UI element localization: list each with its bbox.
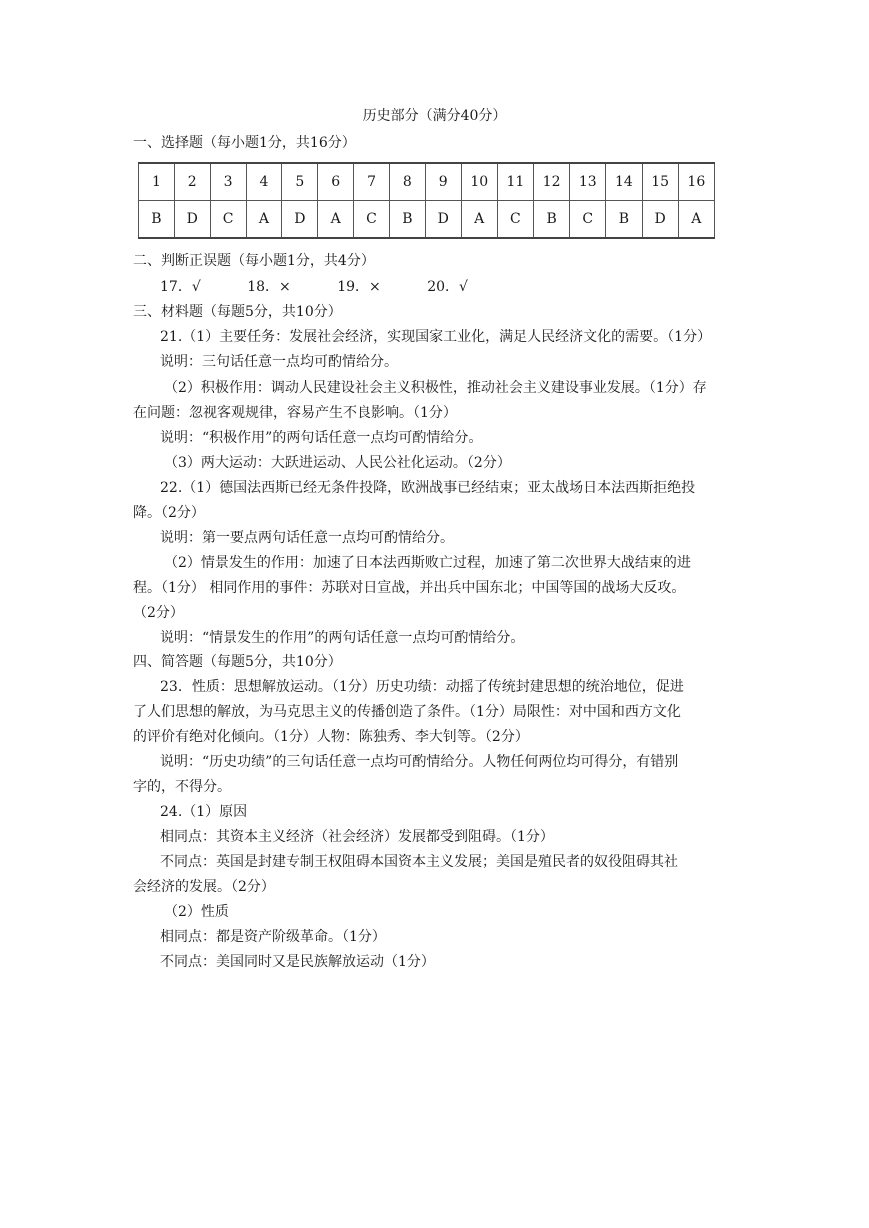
answer-cell: A (461, 201, 497, 239)
q23-line1: 23．性质：思想解放运动。（1分）历史功绩：动摇了传统封建思想的统治地位，促进 (160, 679, 684, 695)
q24-heading2: （2）性质 (164, 904, 229, 920)
q24-heading1: 24.（1）原因 (160, 804, 248, 820)
judge-answers (160, 277, 510, 297)
q24-diff2: 不同点：美国同时又是民族解放运动（1分） (160, 954, 435, 970)
answer-cell: D (642, 201, 678, 239)
question-number-cell: 14 (606, 163, 642, 201)
question-number-cell: 6 (318, 163, 354, 201)
answer-cell: A (678, 201, 714, 239)
q22-part1-line1: 22.（1）德国法西斯已经无条件投降，欧洲战事已经结束；亚太战场日本法西斯拒绝投 (160, 480, 696, 496)
q23-line2: 了人们思想的解放，为马克思主义的传播创造了条件。（1分）局限性：对中国和西方文化 (133, 704, 681, 720)
question-number-cell: 8 (389, 163, 425, 201)
answer-cell: A (246, 201, 282, 239)
question-number-cell: 7 (354, 163, 390, 201)
q21-part1: 21.（1）主要任务：发展社会经济，实现国家工业化，满足人民经济文化的需要。（1分） (160, 329, 712, 345)
q22-part2-line3: （2分） (133, 605, 184, 621)
answer-cell: D (174, 201, 210, 239)
answer-cell: B (534, 201, 570, 239)
question-number-cell: 1 (139, 163, 175, 201)
answer-cell: A (318, 201, 354, 239)
answer-cell: B (139, 201, 175, 239)
q23-note-line1: 说明：“历史功绩”的三句话任意一点均可酌情给分。人物任何两位均可得分，有错别 (160, 754, 679, 770)
judge-answer-20: 20．√ (427, 279, 468, 295)
question-number-cell: 11 (497, 163, 533, 201)
q22-part2-line2: 程。（1分） 相同作用的事件：苏联对日宣战，并出兵中国东北；中国等国的战场大反攻。 (133, 580, 686, 596)
question-number-row (139, 163, 715, 201)
answer-cell: D (282, 201, 318, 239)
q21-note1: 说明：三句话任意一点均可酌情给分。 (160, 354, 398, 370)
question-number-cell: 10 (461, 163, 497, 201)
q21-part2-line2: 在问题：忽视客观规律，容易产生不良影响。（1分） (133, 405, 457, 421)
question-number-cell: 3 (210, 163, 246, 201)
judge-answer-18: 18．× (247, 279, 291, 295)
judge-answer-17: 17．√ (160, 279, 201, 295)
q23-line3: 的评价有绝对化倾向。（1分）人物：陈独秀、李大钊等。（2分） (133, 729, 529, 745)
answer-cell: D (425, 201, 461, 239)
section-short-answer-heading: 四、简答题（每题5分，共10分） (133, 654, 342, 670)
answer-cell: C (354, 201, 390, 239)
q22-note1: 说明：第一要点两句话任意一点均可酌情给分。 (160, 530, 454, 546)
question-number-cell: 15 (642, 163, 678, 201)
question-number-cell: 16 (678, 163, 714, 201)
q22-part2-line1: （2）情景发生的作用：加速了日本法西斯败亡过程，加速了第二次世界大战结束的进 (164, 555, 691, 571)
choice-answer-table (138, 162, 715, 239)
q24-diff1-line2: 会经济的发展。（2分） (133, 879, 275, 895)
page-title: 历史部分（满分40分） (362, 108, 507, 124)
question-number-cell: 12 (534, 163, 570, 201)
answer-row (139, 201, 715, 239)
q22-note2: 说明：“情景发生的作用”的两句话任意一点均可酌情给分。 (160, 630, 525, 646)
judge-answer-19: 19．× (337, 279, 381, 295)
section-choice-heading: 一、选择题（每小题1分，共16分） (133, 135, 356, 151)
q21-part3: （3）两大运动：大跃进运动、人民公社化运动。（2分） (164, 455, 511, 471)
answer-cell: B (389, 201, 425, 239)
answer-cell: C (497, 201, 533, 239)
question-number-cell: 5 (282, 163, 318, 201)
answer-cell: C (570, 201, 606, 239)
q21-note2: 说明：“积极作用”的两句话任意一点均可酌情给分。 (160, 430, 483, 446)
q22-part1-line2: 降。（2分） (133, 505, 205, 521)
q24-same2: 相同点：都是资产阶级革命。（1分） (160, 929, 386, 945)
q23-note-line2: 字的，不得分。 (133, 779, 231, 795)
section-judge-heading: 二、判断正误题（每小题1分，共4分） (133, 253, 375, 269)
q21-part2-line1: （2）积极作用：调动人民建设社会主义积极性，推动社会主义建设事业发展。（1分）存 (164, 380, 707, 396)
question-number-cell: 4 (246, 163, 282, 201)
question-number-cell: 9 (425, 163, 461, 201)
q24-same1: 相同点：其资本主义经济（社会经济）发展都受到阻碍。（1分） (160, 829, 554, 845)
question-number-cell: 2 (174, 163, 210, 201)
answer-cell: B (606, 201, 642, 239)
q24-diff1-line1: 不同点：英国是封建专制王权阻碍本国资本主义发展；美国是殖民者的奴役阻碍其社 (160, 854, 678, 870)
section-material-heading: 三、材料题（每题5分，共10分） (133, 304, 342, 320)
answer-cell: C (210, 201, 246, 239)
question-number-cell: 13 (570, 163, 606, 201)
